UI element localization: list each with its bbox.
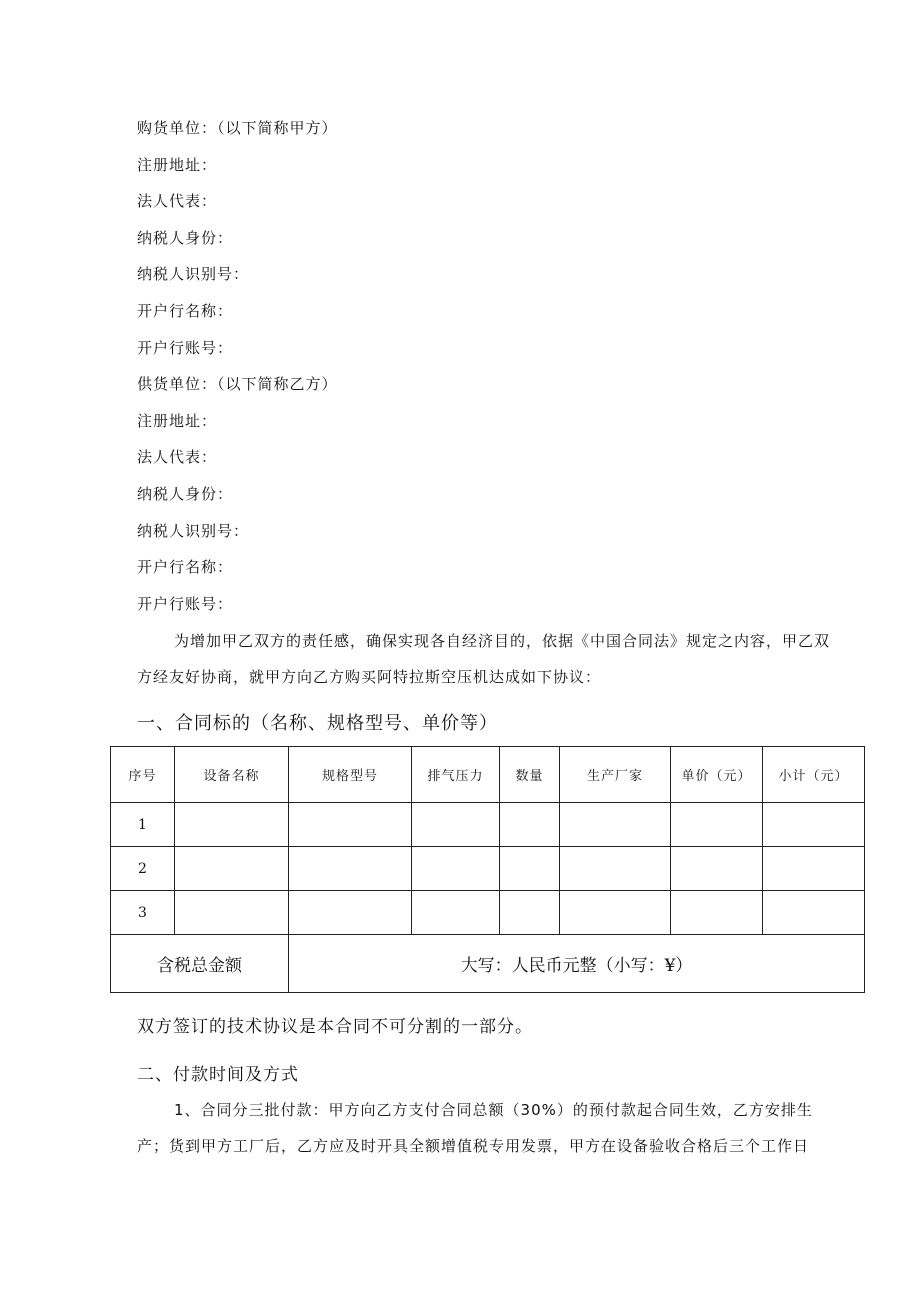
cell-equipment-name xyxy=(175,847,289,891)
col-header-index: 序号 xyxy=(111,747,175,803)
intro-line-2: 方经友好协商，就甲方向乙方购买阿特拉斯空压机达成如下协议： xyxy=(137,668,602,686)
cell-subtotal xyxy=(763,803,865,847)
section2-title: 二、付款时间及方式 xyxy=(137,1065,299,1085)
cell-pressure xyxy=(412,803,500,847)
cell-unit-price xyxy=(671,803,763,847)
buyer-taxpayer-status: 纳税人身份： xyxy=(137,229,234,247)
table-total-row xyxy=(111,935,865,993)
cell-manufacturer xyxy=(560,847,671,891)
technical-agreement-note: 双方签订的技术协议是本合同不可分割的一部分。 xyxy=(137,1017,533,1037)
cell-quantity xyxy=(500,891,560,935)
cell-model xyxy=(289,803,412,847)
cell-manufacturer xyxy=(560,803,671,847)
seller-legal-rep: 法人代表： xyxy=(137,448,218,466)
table-row xyxy=(111,847,865,891)
buyer-address: 注册地址： xyxy=(137,156,218,174)
seller-taxpayer-status: 纳税人身份： xyxy=(137,485,234,503)
equipment-table xyxy=(110,746,865,993)
cell-pressure xyxy=(412,847,500,891)
col-header-quantity: 数量 xyxy=(500,747,560,803)
total-amount-label: 含税总金额 xyxy=(111,935,289,993)
row-index: 2 xyxy=(111,847,175,891)
intro-paragraph xyxy=(137,623,867,695)
total-amount-value: 大写：人民币元整（小写：¥） xyxy=(289,935,865,993)
buyer-taxpayer-id: 纳税人识别号： xyxy=(137,265,250,283)
seller-taxpayer-id: 纳税人识别号： xyxy=(137,522,250,540)
cell-equipment-name xyxy=(175,803,289,847)
payment-line-2: 产；货到甲方工厂后，乙方应及时开具全额增值税专用发票，甲方在设备验收合格后三个工作日 xyxy=(137,1137,810,1155)
payment-paragraph xyxy=(137,1092,867,1164)
col-header-unit-price: 单价（元） xyxy=(671,747,763,803)
seller-address: 注册地址： xyxy=(137,412,218,430)
table-row xyxy=(111,803,865,847)
cell-quantity xyxy=(500,847,560,891)
payment-line-1: 1、合同分三批付款：甲方向乙方支付合同总额（30%）的预付款起合同生效，乙方安排生 xyxy=(174,1101,813,1119)
seller-bank-account: 开户行账号： xyxy=(137,595,234,613)
col-header-subtotal: 小计（元） xyxy=(763,747,865,803)
cell-quantity xyxy=(500,803,560,847)
buyer-legal-rep: 法人代表： xyxy=(137,192,218,210)
col-header-equipment-name: 设备名称 xyxy=(175,747,289,803)
col-header-manufacturer: 生产厂家 xyxy=(560,747,671,803)
cell-model xyxy=(289,847,412,891)
cell-model xyxy=(289,891,412,935)
buyer-bank-account: 开户行账号： xyxy=(137,339,234,357)
cell-manufacturer xyxy=(560,891,671,935)
cell-subtotal xyxy=(763,847,865,891)
cell-unit-price xyxy=(671,847,763,891)
row-index: 3 xyxy=(111,891,175,935)
table-header-row xyxy=(111,747,865,803)
col-header-discharge-pressure: 排气压力 xyxy=(412,747,500,803)
cell-equipment-name xyxy=(175,891,289,935)
buyer-bank-name: 开户行名称： xyxy=(137,302,234,320)
cell-subtotal xyxy=(763,891,865,935)
col-header-model: 规格型号 xyxy=(289,747,412,803)
section1-title: 一、合同标的（名称、规格型号、单价等） xyxy=(137,713,498,734)
row-index: 1 xyxy=(111,803,175,847)
seller-unit: 供货单位：（以下简称乙方） xyxy=(137,375,338,393)
table-row xyxy=(111,891,865,935)
buyer-unit: 购货单位：（以下简称甲方） xyxy=(137,119,338,137)
cell-pressure xyxy=(412,891,500,935)
seller-bank-name: 开户行名称： xyxy=(137,558,234,576)
cell-unit-price xyxy=(671,891,763,935)
intro-line-1: 为增加甲乙双方的责任感，确保实现各自经济目的，依据《中国合同法》规定之内容，甲乙双 xyxy=(174,632,831,650)
